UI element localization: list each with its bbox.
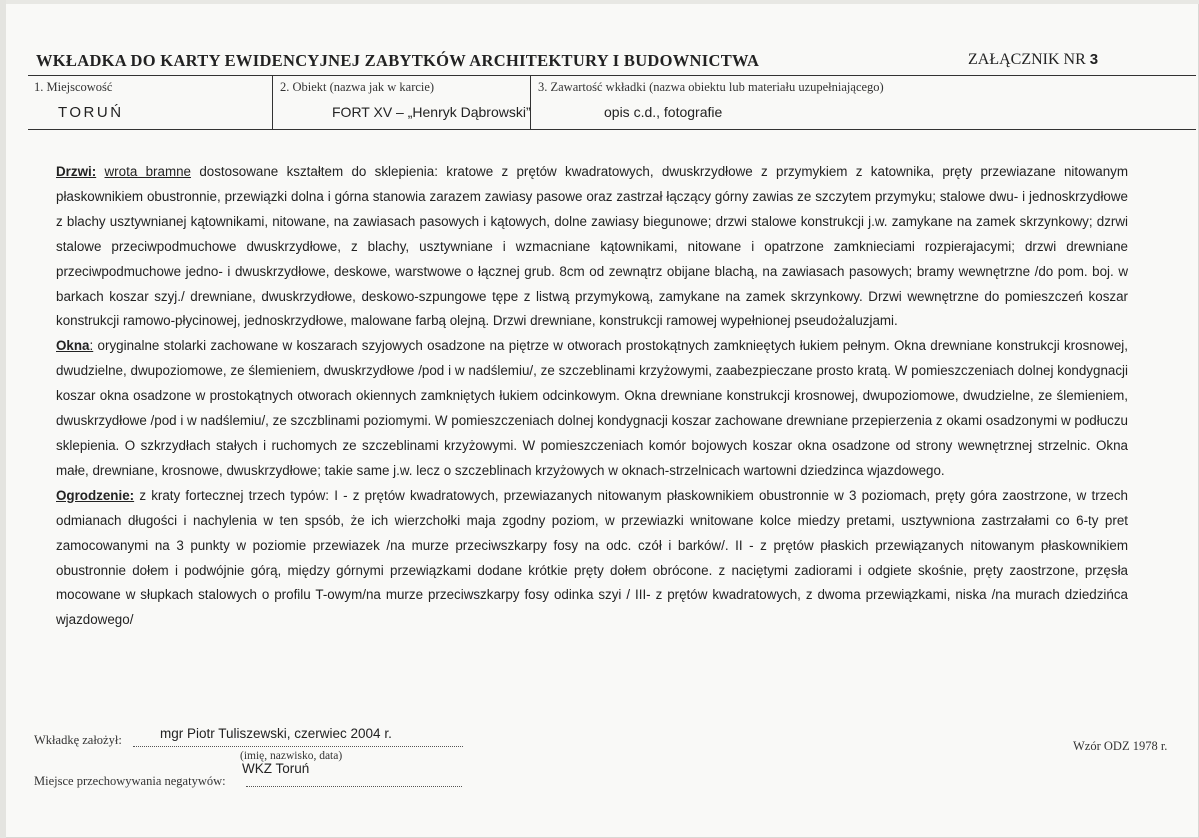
contents-value: opis c.d., fotografie xyxy=(604,104,723,120)
doors-keyword-2: wrota bramne xyxy=(104,164,191,179)
doors-keyword: Drzwi: xyxy=(56,164,97,179)
scan-edge-left xyxy=(0,0,6,838)
column-divider xyxy=(272,76,273,129)
header-fields-table xyxy=(28,75,1196,130)
storage-value: WKZ Toruń xyxy=(242,761,310,776)
fence-text: z kraty fortecznej trzech typów: I - z prętów kwadratowych, przewiazanych nitowanym płaskownikiem obustronnie w 3 poziomach, pręty góra zaostrzone, w trzech odmianach długości i nachylenia w ten spsób, że ich wierzchołki maja zgodny poziom, w przewiazki wnitowane kolce miedzy pretami, usztywniona zastrzałami co 6-ty pret zamocowanymi na 3 punkty w poziomie przewiazek /na murze przeciwszkarpy fosy na odc. czół i barków/. II - z prętów płaskich przewiązanych nitowanym płaskownikiem obustronnie dołem i podwójnie górą, między górnymi przewiązkami dodane krótkie pręty dołem obrócone. z naciętymi zadiorami i odgiete skośnie, pręty zaostrzone, przęsła mocowane w słupkach stalowych o profilu T-owym/na murze przeciwszkarpy fosy odinka szyi / III- z prętów kwadratowych, z dwoma przewiązkami, niska /na murach dziedzińca wjazdowego/ xyxy=(56,487,1128,628)
object-label: 2. Obiekt (nazwa jak w karcie) xyxy=(280,80,435,94)
windows-keyword: Okna xyxy=(56,338,90,354)
storage-label: Miejsce przechowywania negatywów: xyxy=(34,774,226,788)
column-divider xyxy=(530,76,531,129)
description-body xyxy=(56,160,1128,633)
scan-edge-top xyxy=(0,0,1199,4)
author-dotline xyxy=(133,746,463,747)
annex-number: 3 xyxy=(1089,51,1099,68)
locality-label: 1. Miejscowość xyxy=(34,80,113,94)
doors-paragraph xyxy=(56,160,1128,334)
locality-value: TORUŃ xyxy=(58,104,124,121)
windows-text: oryginalne stolarki zachowane w koszarach szyjowych osadzone na piętrze w otworach prostokątnych zamknieętych łukiem pełnym. Okna drewniane konstrukcji krosnowej, dwudzielne, dwupoziomowe, ze ślemieniem, dwuskrzydłowe /pod i w nadślemiu/, ze szczeblinami krzyżowymi, zaabezpieczane prosto kratą. W pomieszczeniach dolnej kondygnacji koszar okna osadzone w prostokątnych otworach okiennych zamkniętych łukiem odcinkowym. Okna drewniane konstrukcji krosnowej, dwupoziomowe, dwudzielne, ze ślemieniem, dwuskrzydłowe /pod i w nadślemiu/, ze szczblinami poziomymi. W pomieszczeniach dolnej kondygnacji koszar zachowane drewniane przepierzenia z okami osadzonymi w podłuczu sklepienia. O szkrzydłach stałych i ruchomych ze szczeblinami krzyżowymi. W pomieszczeniach komór bojowych koszar okna osadzone od strony wewnętrznej strzelnic. Okna małe, drewniane, krosnowe, dwuskrzydłowe; takie same j.w. lecz o szczeblinach krzyżowych w oknach-strzelnicach wartowni dziedzinca wjazdowego. xyxy=(56,338,1128,478)
object-value: FORT XV – „Henryk Dąbrowski” xyxy=(332,104,531,120)
form-code: Wzór ODZ 1978 r. xyxy=(1073,739,1168,753)
windows-colon: : xyxy=(89,338,94,354)
storage-dotline xyxy=(246,786,462,787)
author-value: mgr Piotr Tuliszewski, czerwiec 2004 r. xyxy=(160,726,392,741)
fence-keyword: Ogrodzenie: xyxy=(56,487,135,503)
author-label: Wkładkę założył: xyxy=(34,733,122,747)
annex-label xyxy=(968,51,1098,69)
fence-paragraph xyxy=(56,484,1128,633)
windows-paragraph xyxy=(56,334,1128,483)
doors-text: dostosowane kształtem do sklepienia: kratowe z prętów kwadratowych, dwuskrzydłowe z przymykiem z katownika, pręty przewiazane nitowanym płaskownikiem obustronnie, przewiązki dolna i górna stanowia zarazem zawiasy pasowe oraz zastrzał łączący górny zawias ze szczytem przymyku; stalowe dwu- i jednoskrzydłowe z blachy usztywnianej kątownikami, nitowane, na zawiasach pasowych i kątowych, dolne zawiasy biegunowe; drzwi stalowe konstrukcji j.w. zamykane na zamek skrzynkowy; dzrwi stalowe przeciwpodmuchowe dwuskrzydłowe, z blachy, usztywniane i wzmacniane kątownikami, nitowane i opatrzone zamknieciami rozpierajacymi; drzwi drewniane przeciwpodmuchowe jedno- i dwuskrzydłowe, deskowe, warstwowe o łącznej grub. 8cm od zewnątrz obijane blachą, na zawiasach pasowych; bramy wewnętrzne /do pom. boj. w barkach koszar szyj./ drewniane, dwuskrzydłowe, deskowo-szpungowe tępe z listwą przymykową, zamykane na zamek skrzynkowy. Drzwi wewnętrzne do pomieszczeń koszar konstrukcji ramowo-płycinowej, jednoskrzydłowe, malowane farbą olejną. Drzwi drewniane, konstrukcji ramowej wypełnionej pseudożaluzjami. xyxy=(56,164,1128,329)
form-title: WKŁADKA DO KARTY EWIDENCYJNEJ ZABYTKÓW ARCHITEKTURY I BUDOWNICTWA xyxy=(36,51,760,70)
author-hint: (imię, nazwisko, data) xyxy=(240,750,343,762)
contents-label: 3. Zawartość wkładki (nazwa obiektu lub materiału uzupełniającego) xyxy=(538,80,884,94)
annex-label-text: ZAŁĄCZNIK NR xyxy=(968,51,1086,68)
